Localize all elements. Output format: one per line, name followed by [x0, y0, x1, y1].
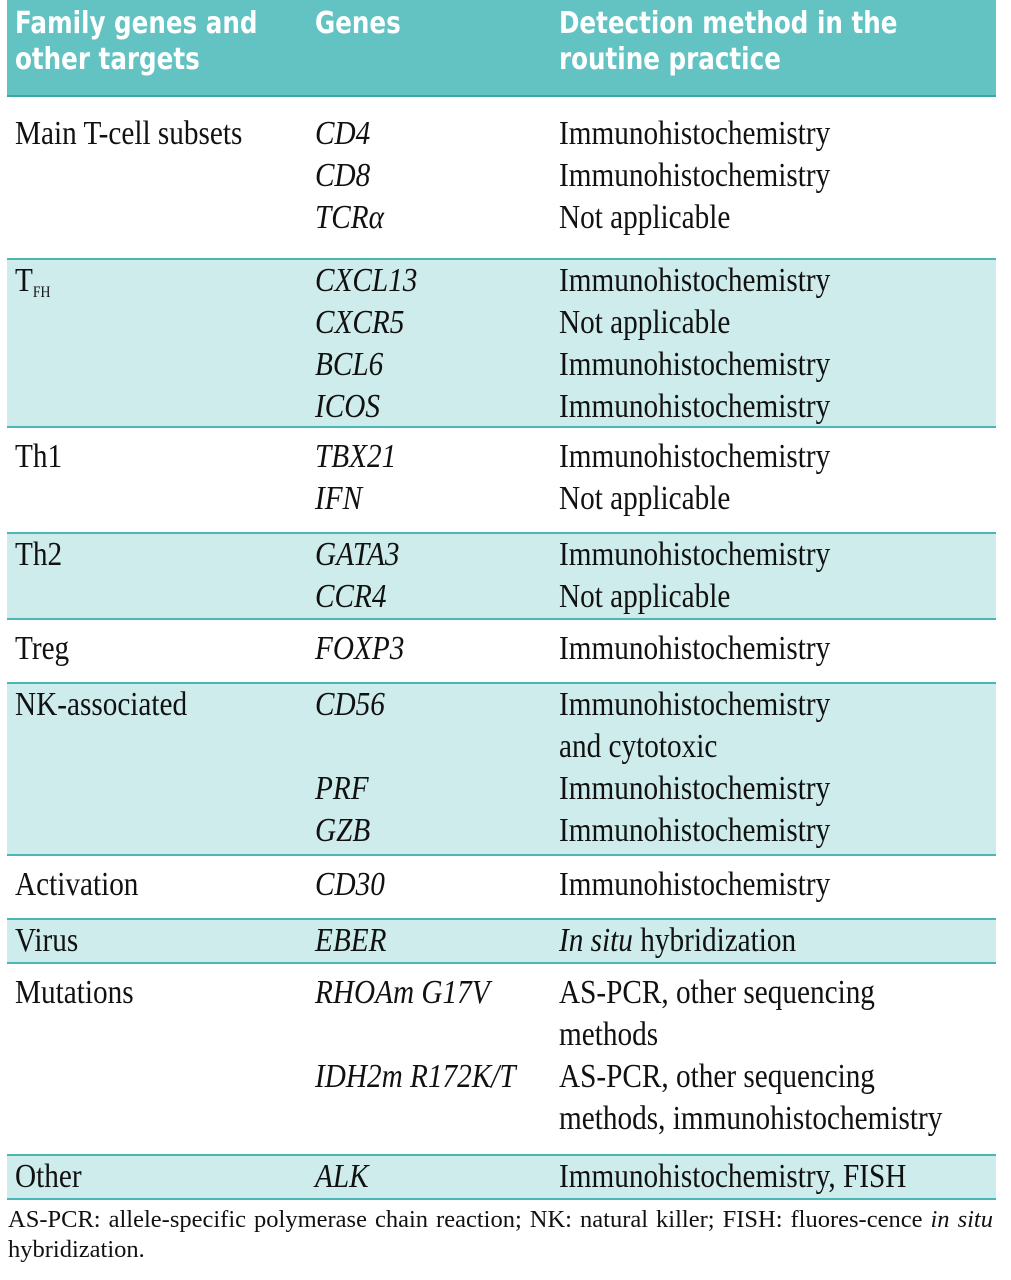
- family-cell: [15, 920, 89, 962]
- table-row: [7, 856, 996, 920]
- table-row: [7, 95, 996, 260]
- family-label: Activation: [15, 866, 139, 903]
- detection-method: Immunohistochemistry: [559, 866, 831, 903]
- detection-method: Not applicable: [559, 304, 731, 341]
- detection-method: methods, immunohistochemistry: [559, 1100, 943, 1137]
- table-row: [7, 684, 996, 856]
- gene-name: BCL6: [315, 346, 384, 383]
- gene-name: [315, 1098, 516, 1140]
- method-text: hybridization: [632, 922, 797, 959]
- gene-name: RHOAm G17V: [315, 974, 490, 1011]
- gene-name: GATA3: [315, 536, 400, 573]
- family-cell: [15, 1156, 92, 1198]
- detection-method: Not applicable: [559, 480, 731, 517]
- detection-method: Immunohistochemistry: [559, 536, 831, 573]
- detection-method: AS-PCR, other sequencing: [559, 1058, 875, 1095]
- table-row: [7, 534, 996, 620]
- genes-cell: [315, 534, 413, 618]
- table-row: [7, 620, 996, 684]
- gene-name: EBER: [315, 922, 387, 959]
- gene-name: CD4: [315, 115, 371, 152]
- footnote-text-end: hybridization.: [8, 1236, 145, 1263]
- header-genes: Genes: [315, 6, 401, 41]
- gene-name: [315, 726, 385, 768]
- genes-cell: [315, 428, 409, 520]
- detection-method: Immunohistochemistry: [559, 388, 831, 425]
- family-label: Main T-cell subsets: [15, 115, 243, 152]
- family-label: Other: [15, 1158, 82, 1195]
- gene-name: CD8: [315, 157, 371, 194]
- genes-cell: [315, 684, 396, 852]
- detection-method: Immunohistochemistry: [559, 346, 831, 383]
- family-subscript: FH: [32, 284, 51, 301]
- table-row: [7, 920, 996, 964]
- table-row: [7, 260, 996, 428]
- gene-name: GZB: [315, 812, 371, 849]
- detection-method: Immunohistochemistry: [559, 630, 831, 667]
- table-footnote: [8, 1205, 993, 1265]
- detection-method: Immunohistochemistry: [559, 157, 831, 194]
- family-cell: [15, 95, 279, 155]
- method-cell: [559, 260, 874, 428]
- method-cell: [559, 856, 874, 906]
- method-cell: [559, 95, 874, 239]
- genes-cell: [315, 856, 396, 906]
- genes-cell: [315, 964, 548, 1140]
- gene-name: PRF: [315, 770, 369, 807]
- family-cell: [15, 856, 159, 906]
- gene-name: ICOS: [315, 388, 380, 425]
- family-label: Treg: [15, 630, 70, 667]
- gene-name: FOXP3: [315, 630, 405, 667]
- gene-name: TCRα: [315, 199, 384, 236]
- detection-method: Immunohistochemistry: [559, 770, 831, 807]
- detection-method: Immunohistochemistry: [559, 686, 831, 723]
- method-cell: [559, 964, 1005, 1140]
- genes-cell: [315, 1156, 377, 1198]
- gene-name: TBX21: [315, 438, 397, 475]
- method-cell: [559, 534, 874, 618]
- family-cell: [15, 964, 153, 1014]
- table-row: [7, 1156, 996, 1200]
- detection-method: Not applicable: [559, 578, 731, 615]
- detection-method: methods: [559, 1016, 659, 1053]
- gene-name: IDH2m R172K/T: [315, 1058, 516, 1095]
- family-label: Th2: [15, 536, 63, 573]
- detection-method: Immunohistochemistry: [559, 262, 831, 299]
- family-cell: [15, 260, 56, 302]
- gene-name: CXCL13: [315, 262, 418, 299]
- detection-method: Immunohistochemistry: [559, 438, 831, 475]
- detection-method: and cytotoxic: [559, 728, 718, 765]
- family-label: $T_{FH}$: [15, 262, 51, 301]
- method-cell: [559, 684, 874, 852]
- gene-name: CXCR5: [315, 304, 405, 341]
- family-cell: [15, 428, 70, 478]
- gene-name: CD30: [315, 866, 385, 903]
- header-family-genes: Family genes and other targets: [15, 6, 258, 77]
- family-label: Th1: [15, 438, 63, 475]
- detection-method: Immunohistochemistry: [559, 812, 831, 849]
- method-italic: In situ: [559, 922, 633, 959]
- gene-name: IFN: [315, 480, 363, 517]
- family-cell: [15, 620, 78, 670]
- family-label: Mutations: [15, 974, 134, 1011]
- method-cell: [559, 428, 874, 520]
- genes-cell: [315, 620, 419, 670]
- table-row: [7, 964, 996, 1156]
- family-label: Virus: [15, 922, 79, 959]
- gene-name: CCR4: [315, 578, 387, 615]
- detection-method: [559, 920, 796, 962]
- detection-method: Immunohistochemistry, FISH: [559, 1158, 907, 1195]
- footnote-italic: in situ: [930, 1206, 993, 1233]
- family-cell: [15, 534, 70, 576]
- genes-cell: [315, 260, 434, 428]
- table-row: [7, 428, 996, 534]
- method-cell: [559, 920, 835, 962]
- detection-method: Not applicable: [559, 199, 731, 236]
- gene-name: CD56: [315, 686, 385, 723]
- header-detection-method: Detection method in the routine practice: [559, 6, 898, 77]
- detection-method: AS-PCR, other sequencing: [559, 974, 875, 1011]
- footnote-text: AS-PCR: allele-specific polymerase chain reaction; NK: natural killer; FISH: fluores-cence: [8, 1206, 931, 1233]
- method-cell: [559, 1156, 963, 1198]
- family-cell: [15, 684, 215, 726]
- gene-name: [315, 1014, 516, 1056]
- family-label: NK-associated: [15, 686, 188, 723]
- table-header: [7, 0, 996, 97]
- detection-method: Immunohistochemistry: [559, 115, 831, 152]
- genes-cell: [315, 920, 398, 962]
- gene-name: ALK: [315, 1158, 369, 1195]
- method-cell: [559, 620, 874, 670]
- genes-cell: [315, 95, 395, 239]
